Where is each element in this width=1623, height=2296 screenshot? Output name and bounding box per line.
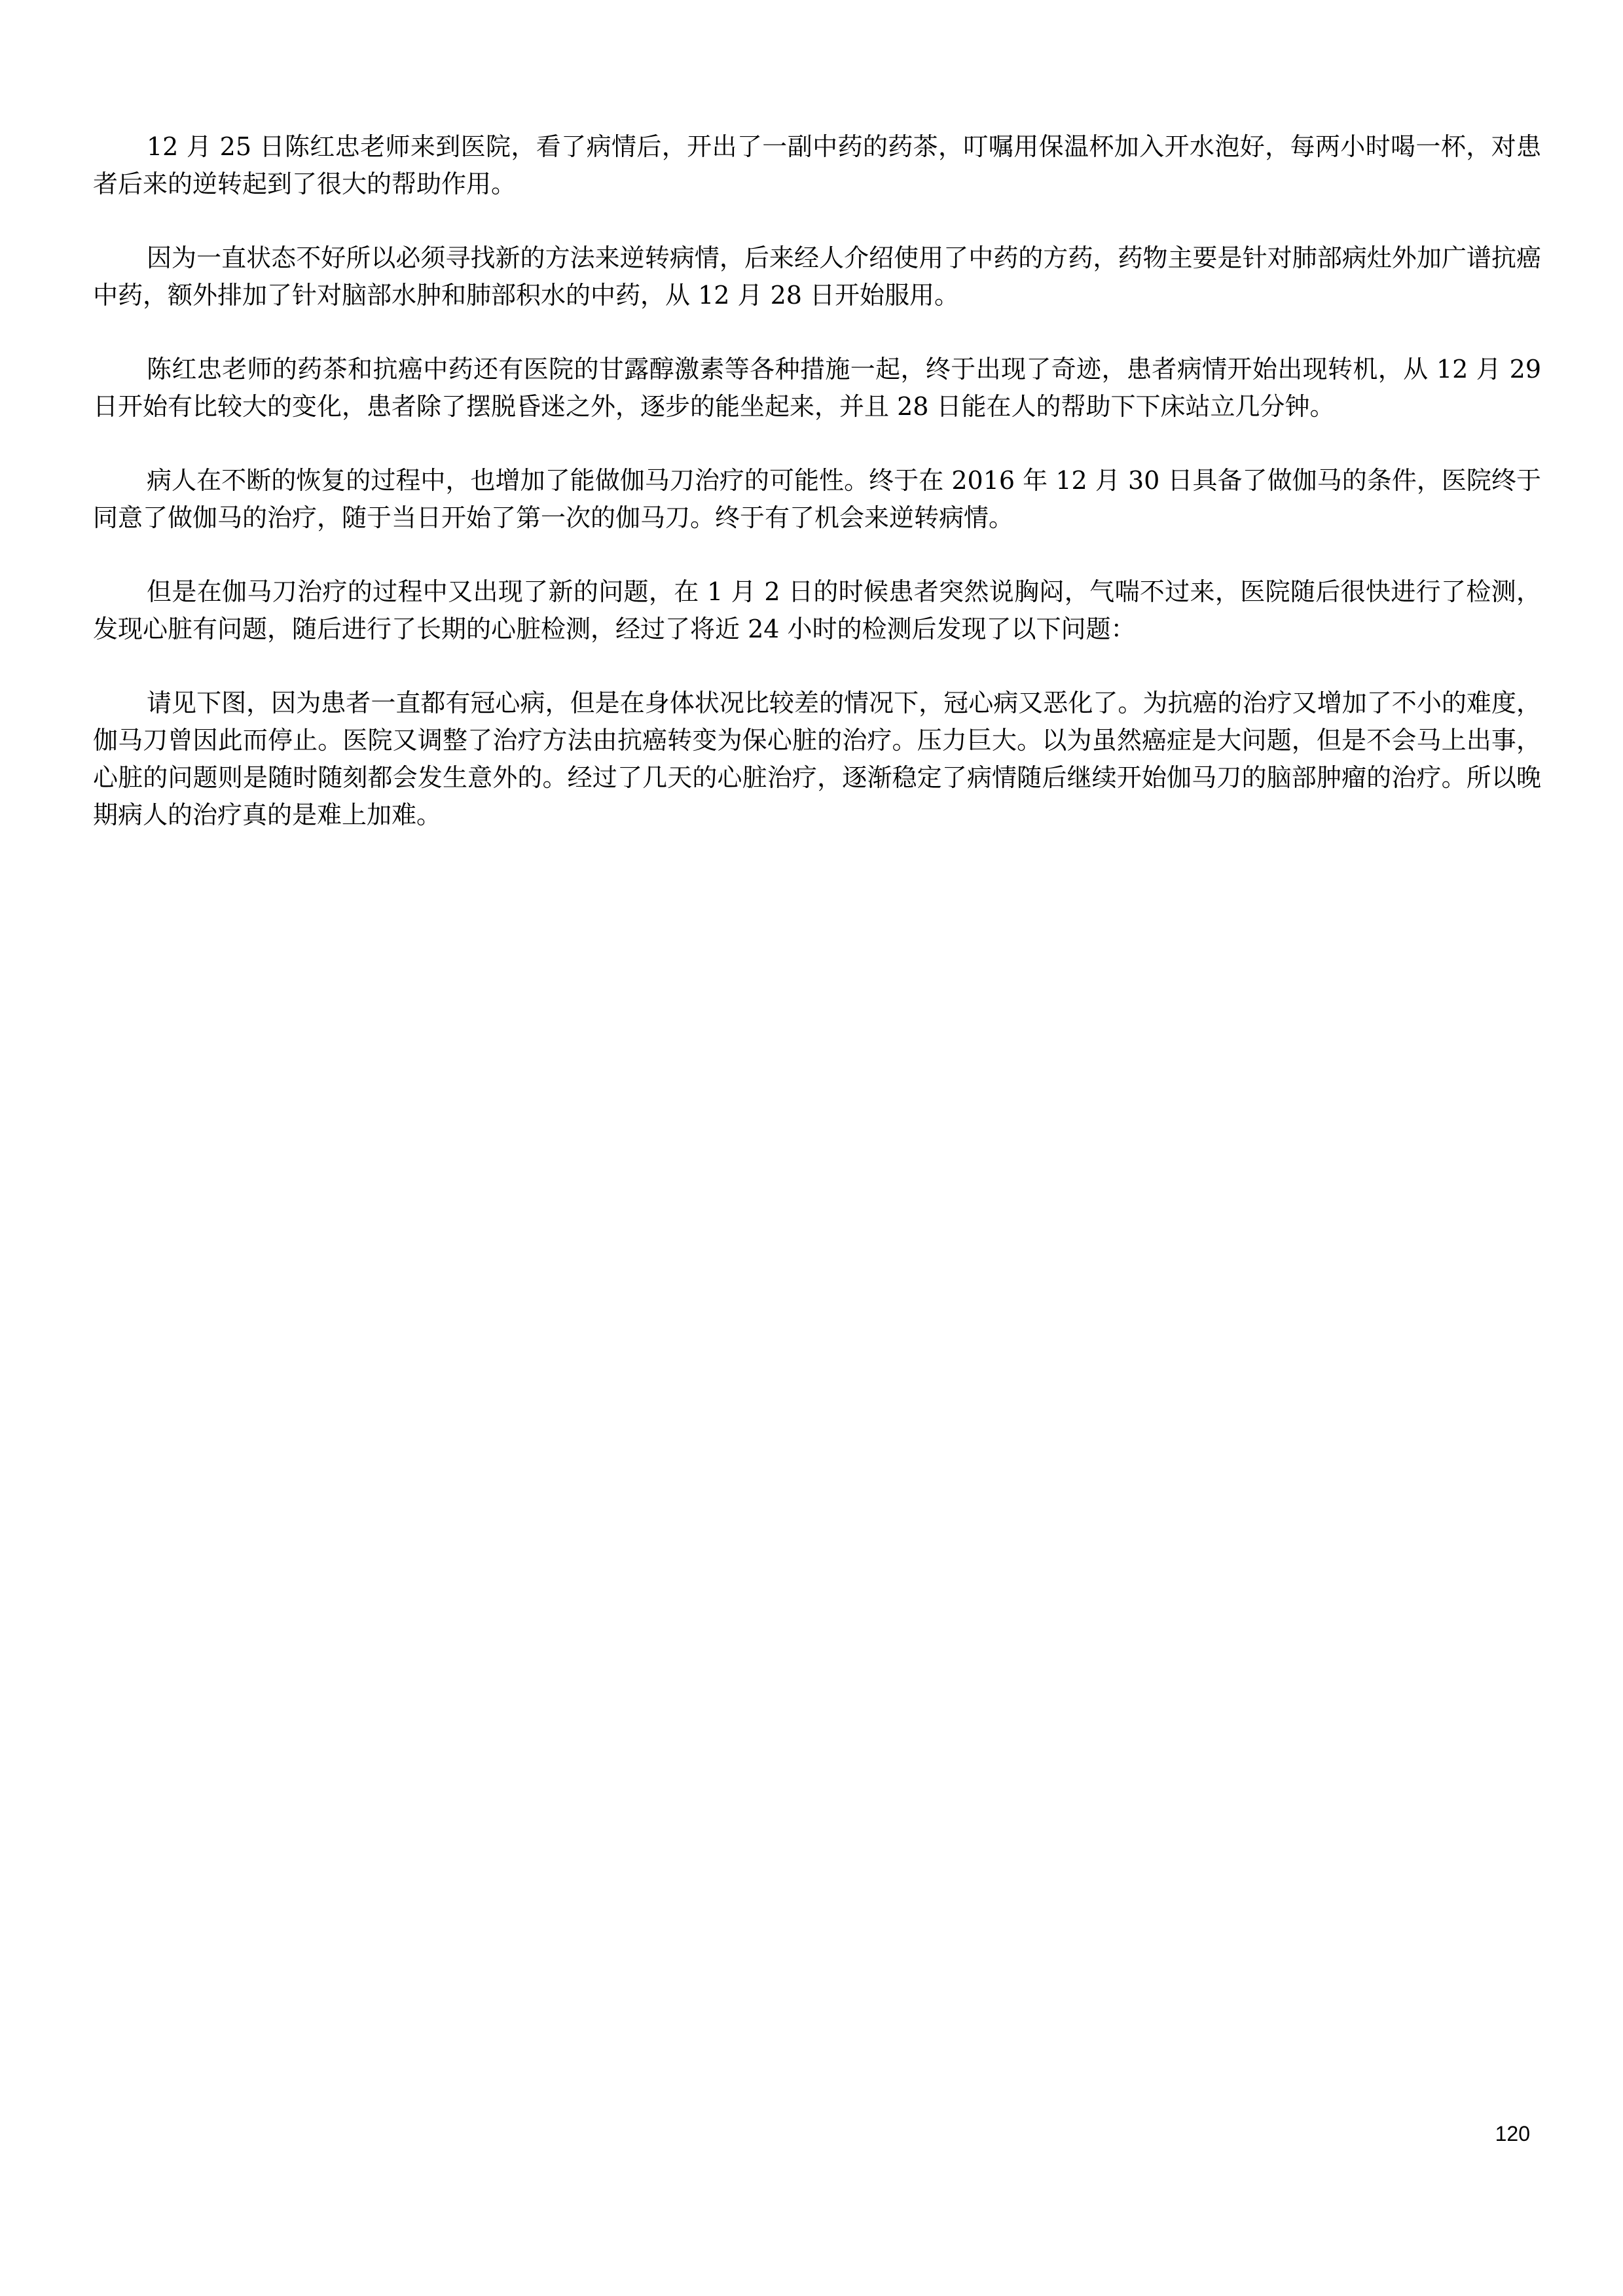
paragraph-1: 12 月 25 日陈红忠老师来到医院，看了病情后，开出了一副中药的药茶，叮嘱用保温杯加入开水泡好，每两小时喝一杯，对患者后来的逆转起到了很大的帮助作用。 bbox=[93, 132, 1541, 198]
paragraph-4: 病人在不断的恢复的过程中，也增加了能做伽马刀治疗的可能性。终于在 2016 年 12 月 30 日具备了做伽马的条件，医院终于同意了做伽马的治疗，随于当日开始了第一次的伽马刀。终于有了机会来逆转病情。 bbox=[93, 466, 1541, 532]
paragraph-2: 因为一直状态不好所以必须寻找新的方法来逆转病情，后来经人介绍使用了中药的方药，药物主要是针对肺部病灶外加广谱抗癌中药，额外排加了针对脑部水肿和肺部积水的中药，从 12 月 28 日开始服用。 bbox=[93, 243, 1541, 310]
page-body bbox=[93, 128, 1541, 870]
paragraph-5: 但是在伽马刀治疗的过程中又出现了新的问题，在 1 月 2 日的时候患者突然说胸闷，气喘不过来，医院随后很快进行了检测，发现心脏有问题，随后进行了长期的心脏检测，经过了将近 24 小时的检测后发现了以下问题： bbox=[93, 577, 1541, 643]
paragraph-3: 陈红忠老师的药茶和抗癌中药还有医院的甘露醇激素等各种措施一起，终于出现了奇迹，患者病情开始出现转机，从 12 月 29 日开始有比较大的变化，患者除了摆脱昏迷之外，逐步的能坐起来，并且 28 日能在人的帮助下下床站立几分钟。 bbox=[93, 355, 1541, 421]
page-number: 120 bbox=[1495, 2122, 1530, 2145]
paragraph-6: 请见下图，因为患者一直都有冠心病，但是在身体状况比较差的情况下，冠心病又恶化了。为抗癌的治疗又增加了不小的难度，伽马刀曾因此而停止。医院又调整了治疗方法由抗癌转变为保心脏的治疗。压力巨大。以为虽然癌症是大问题，但是不会马上出事，心脏的问题则是随时随刻都会发生意外的。经过了几天的心脏治疗，逐渐稳定了病情随后继续开始伽马刀的脑部肿瘤的治疗。所以晚期病人的治疗真的是难上加难。 bbox=[93, 689, 1541, 829]
